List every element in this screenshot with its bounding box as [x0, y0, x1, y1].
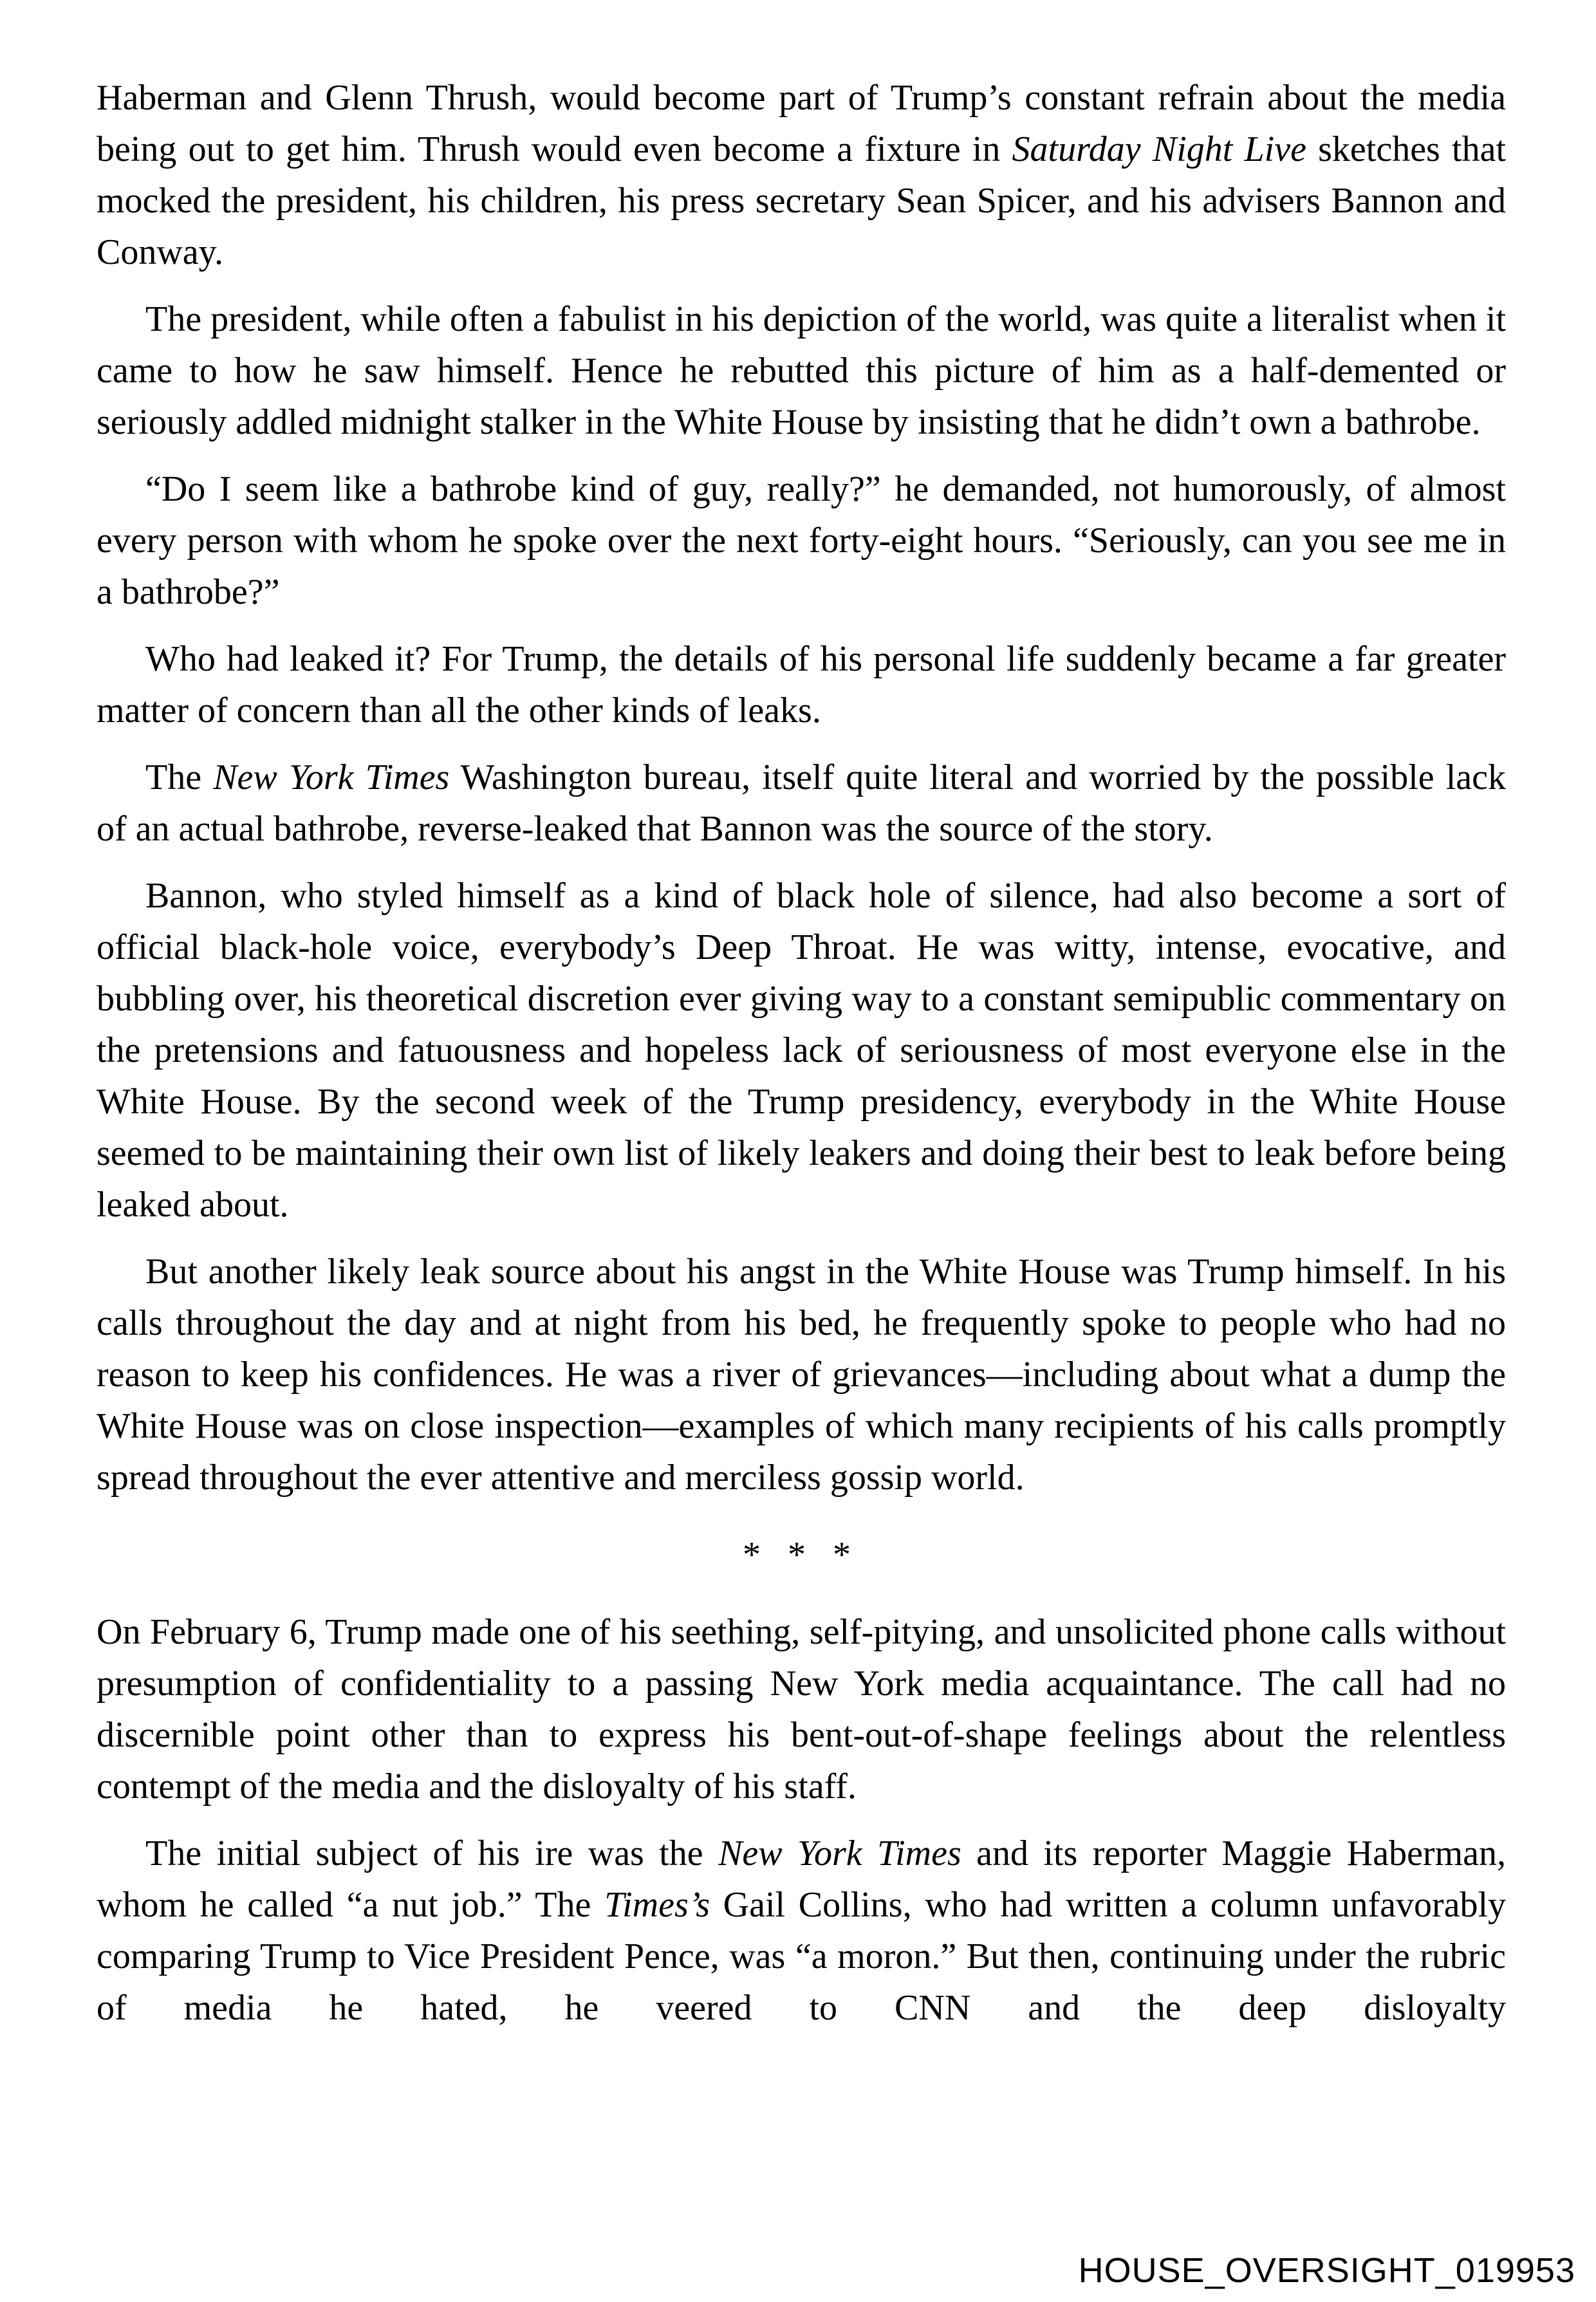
- paragraph: [97, 870, 1506, 1230]
- text-run: sketches that mocked the president, his children, his press secretary Sean Spicer, and his advisers Bannon and Conway.: [97, 129, 1507, 272]
- paragraph: [97, 1606, 1506, 1812]
- section-break-divider: * * *: [743, 1535, 860, 1575]
- text-run: On February 6, Trump made one of his seething, self-pitying, and unsolicited phone calls without presumption of confidentiality to a passing New York media acquaintance. The call had no discernible point other than to express his bent-out-of-shape feelings about the relentless contempt of the media and the disloyalty of his staff.: [97, 1612, 1506, 1806]
- italic-title-run: Saturday Night Live: [1012, 129, 1306, 169]
- paragraph: [97, 293, 1506, 448]
- text-run: Gail Collins, who had written a column unfavorably comparing Trump to Vice President Pence, was “a moron.” But then, continuing under the rubric of media he hated, he veered to CNN and the deep disloyalty: [97, 1885, 1507, 2028]
- text-run: Bannon, who styled himself as a kind of black hole of silence, had also become a sort of official black-hole voice, everybody’s Deep Throat. He was witty, intense, evocative, and bubbling over, his theoretical discretion ever giving way to a constant semipublic commentary on the pretensions and fatuousness and hopeless lack of seriousness of most everyone else in the White House. By the second week of the Trump presidency, everybody in the White House seemed to be maintaining their own list of likely leakers and doing their best to leak before being leaked about.: [97, 876, 1506, 1225]
- italic-title-run: New York Times: [718, 1833, 961, 1873]
- paragraph: [97, 1828, 1506, 2034]
- italic-title-run: New York Times: [213, 757, 450, 797]
- text-run: and its reporter Maggie Haberman, whom he called “a nut job.” The: [97, 1833, 1506, 1925]
- text-run: “Do I seem like a bathrobe kind of guy, really?” he demanded, not humorously, of almost every person with whom he spoke over the next forty-eight hours. “Seriously, can you see me in a bathrobe?”: [97, 469, 1506, 612]
- paragraph: [97, 72, 1506, 278]
- text-run: The president, while often a fabulist in his depiction of the world, was quite a literalist when it came to how he saw himself. Hence he rebutted this picture of him as a half-demented or seriously addled midnight stalker in the White House by insisting that he didn’t own a bathrobe.: [97, 299, 1506, 442]
- page-body-text: [97, 72, 1506, 2049]
- bates-stamp: HOUSE_OVERSIGHT_019953: [1078, 2251, 1575, 2290]
- text-run: Haberman and Glenn Thrush, would become part of Trump’s constant refrain about the media being out to get him. Thrush would even become a fixture in: [97, 78, 1506, 169]
- text-run: Washington bureau, itself quite literal and worried by the possible lack of an actual bathrobe, reverse-leaked that Bannon was the source of the story.: [97, 757, 1506, 849]
- text-run: Who had leaked it? For Trump, the details of his personal life suddenly became a far greater matter of concern than all the other kinds of leaks.: [97, 639, 1506, 730]
- paragraph: [97, 752, 1506, 855]
- paragraph: [97, 463, 1506, 618]
- text-run: The initial subject of his ire was the: [145, 1833, 719, 1873]
- text-run: But another likely leak source about his angst in the White House was Trump himself. In his calls throughout the day and at night from his bed, he frequently spoke to people who had no reason to keep his confidences. He was a river of grievances—including about what a dump the White House was on close inspection—examples of which many recipients of his calls promptly spread throughout the ever attentive and merciless gossip world.: [97, 1252, 1506, 1498]
- paragraph: [97, 633, 1506, 736]
- text-run: The: [145, 757, 214, 797]
- paragraph: [97, 1246, 1506, 1503]
- italic-title-run: Times’s: [604, 1885, 710, 1925]
